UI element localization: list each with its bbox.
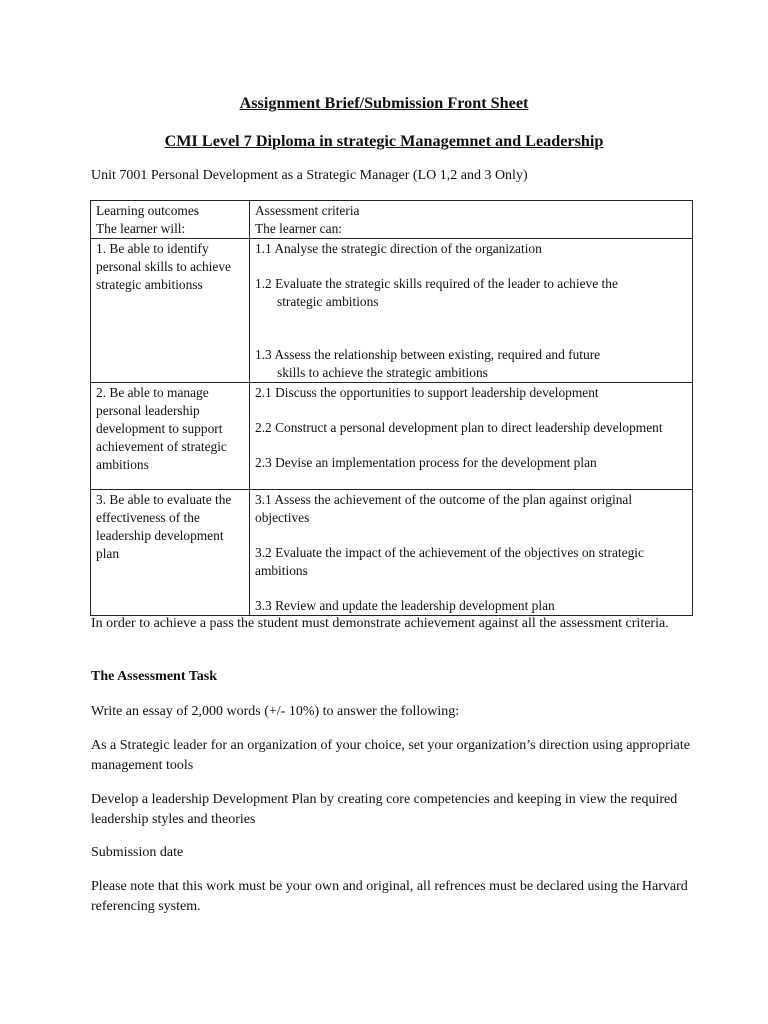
header-col1-line1: Learning outcomes — [96, 203, 199, 218]
criterion-text: 1.3 Assess the relationship between existing, required and future — [255, 347, 601, 362]
criterion-continuation: strategic ambitions — [277, 294, 379, 309]
course-title: CMI Level 7 Diploma in strategic Managemnet and Leadership — [164, 132, 604, 150]
outcome-cell: 3. Be able to evaluate the effectiveness of the leadership development plan — [91, 490, 250, 616]
originality-note: Please note that this work must be your own and original, all refrences must be declared using the Harvard referencing system. — [91, 879, 688, 914]
criterion-text: 3.3 Review and update the leadership development plan — [255, 598, 555, 613]
criterion-1-3 — [255, 346, 687, 382]
criterion-text: 3.2 Evaluate the impact of the achievement of the objectives on strategic ambitions — [255, 545, 644, 578]
header-col2-line2: The learner can: — [255, 221, 342, 236]
header-learning-outcomes — [91, 201, 250, 239]
strategic-leader-task: As a Strategic leader for an organization of your choice, set your organization’s direction using appropriate management tools — [91, 738, 690, 773]
table-row — [91, 239, 693, 383]
criterion-1-2 — [255, 275, 687, 311]
table-row — [91, 383, 693, 490]
criterion-text: 2.2 Construct a personal development plan to direct leadership development — [255, 420, 663, 435]
header-col2-line1: Assessment criteria — [255, 203, 360, 218]
outcome-cell: 2. Be able to manage personal leadership development to support achievement of strategic ambitions — [91, 383, 250, 490]
essay-instruction: Write an essay of 2,000 words (+/- 10%) to answer the following: — [91, 704, 460, 719]
header-col1-line2: The learner will: — [96, 221, 186, 236]
header-assessment-criteria — [250, 201, 693, 239]
criteria-cell — [250, 490, 693, 616]
table-row — [91, 490, 693, 616]
table-header-row — [91, 201, 693, 239]
criteria-cell — [250, 383, 693, 490]
criterion-continuation: skills to achieve the strategic ambitions — [277, 365, 488, 380]
development-plan-task: Develop a leadership Development Plan by creating core competencies and keeping in view the required leadership styles and theories — [91, 792, 678, 827]
outcome-cell: 1. Be able to identify personal skills to achieve strategic ambitionss — [91, 239, 250, 383]
criterion-text: 2.3 Devise an implementation process for the development plan — [255, 455, 597, 470]
criterion-3-1 — [255, 491, 687, 527]
criteria-cell — [250, 239, 693, 383]
criterion-3-2 — [255, 544, 687, 580]
criterion-text: 2.1 Discuss the opportunities to support leadership development — [255, 385, 599, 400]
criterion-2-1 — [255, 384, 687, 402]
criterion-1-1 — [255, 240, 687, 258]
criterion-3-3 — [255, 597, 687, 615]
criterion-text: 1.2 Evaluate the strategic skills required of the leader to achieve the — [255, 276, 618, 291]
learning-outcomes-table — [90, 200, 693, 616]
assessment-task-heading: The Assessment Task — [91, 669, 218, 684]
unit-line: Unit 7001 Personal Development as a Strategic Manager (LO 1,2 and 3 Only) — [91, 168, 528, 183]
criterion-2-3 — [255, 454, 687, 472]
pass-requirement: In order to achieve a pass the student must demonstrate achievement against all the assessment criteria. — [91, 616, 669, 631]
submission-date-label: Submission date — [91, 845, 184, 860]
document-title: Assignment Brief/Submission Front Sheet — [239, 94, 529, 112]
criterion-text: 3.1 Assess the achievement of the outcome of the plan against original objectives — [255, 492, 633, 525]
criterion-2-2 — [255, 419, 687, 437]
criterion-text: 1.1 Analyse the strategic direction of the organization — [255, 241, 542, 256]
